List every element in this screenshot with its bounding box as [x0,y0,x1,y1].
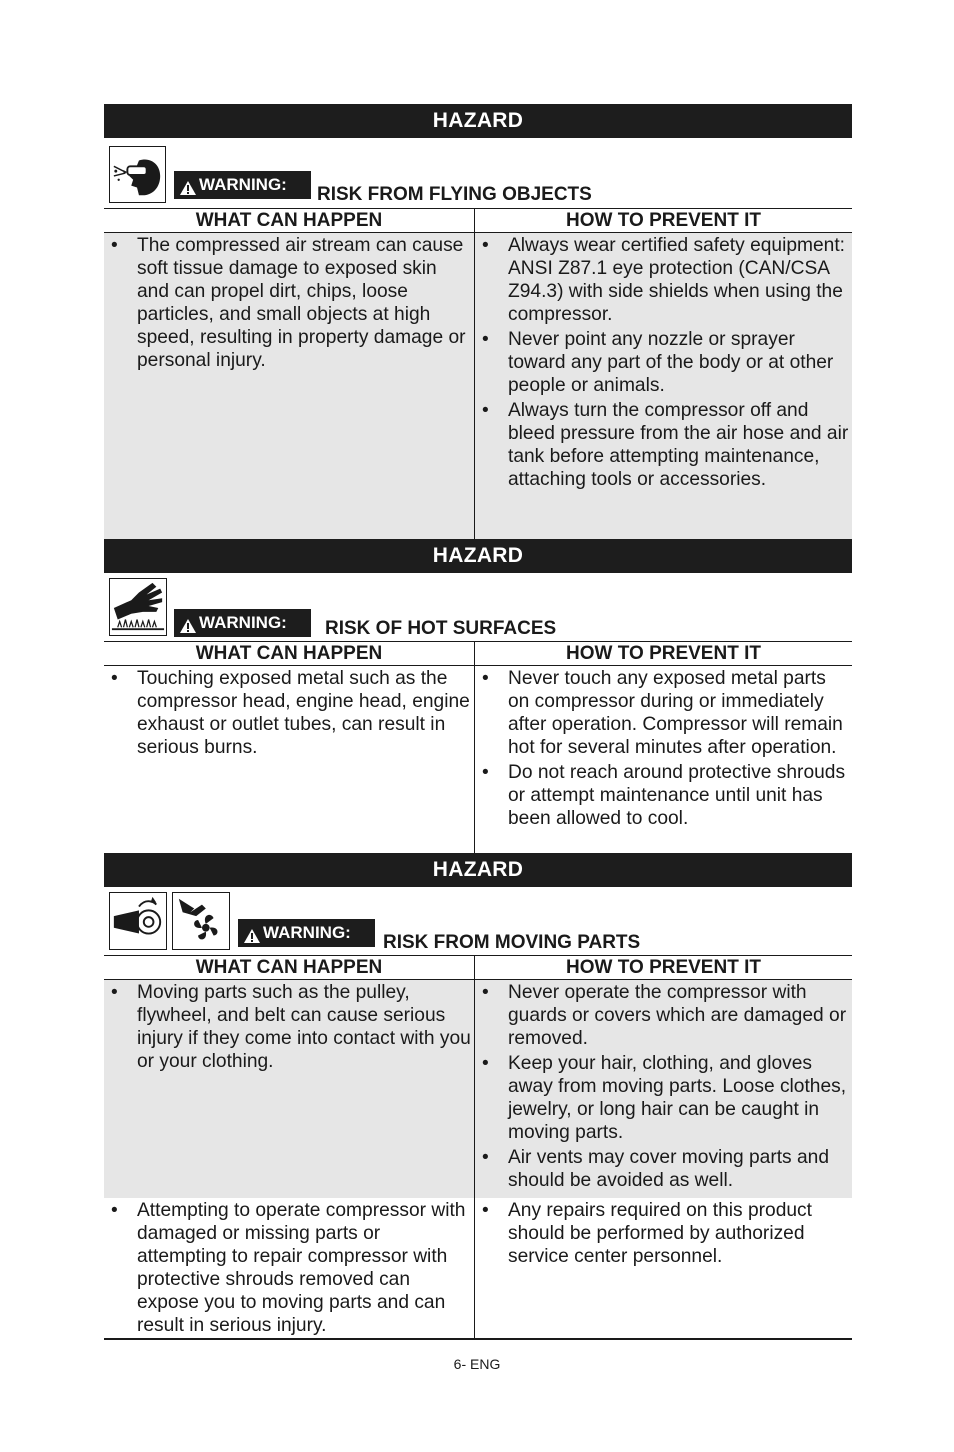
table-row [104,233,852,539]
how-to-prevent-cell [475,980,852,1198]
warning-label: WARNING: [263,923,351,942]
column-headers [104,955,852,980]
alert-triangle-icon [179,615,197,643]
col-what-can-happen: WHAT CAN HAPPEN [104,209,475,232]
hazard-header: HAZARD [104,104,852,138]
list-item: • Never touch any exposed metal parts on compressor during or immediately after operation. Compressor will remain hot for several minutes after operation. [482,668,843,758]
warning-row [104,138,852,208]
col-how-to-prevent: HOW TO PREVENT IT [566,210,761,231]
what-can-happen-cell [104,1198,475,1338]
risk-title: RISK FROM FLYING OBJECTS [317,184,592,205]
list-item: • Never operate the compressor with guards or covers which are damaged or removed. [482,982,847,1049]
list-item: • Always wear certified safety equipment: ANSI Z87.1 eye protection (CAN/CSA Z94.3) with side shields when using the compressor. [482,235,845,325]
warning-badge [238,919,375,947]
fan-hand-icon [172,892,230,950]
how-to-prevent-cell [475,233,852,539]
warning-badge [174,171,311,199]
what-can-happen-cell [104,666,475,853]
column-headers [104,208,852,233]
hazard-header: HAZARD [104,853,852,887]
hazard-table [104,104,852,1340]
how-to-prevent-cell [475,1198,852,1338]
table-row [104,1198,852,1338]
col-how-to-prevent: HOW TO PREVENT IT [566,643,761,664]
warning-row [104,573,852,641]
col-what-can-happen: WHAT CAN HAPPEN [104,642,475,665]
list-item: • Moving parts such as the pulley, flywheel, and belt can cause serious injury if they come into contact with you or your clothing. [111,982,471,1072]
alert-triangle-icon [179,177,197,205]
what-can-happen-cell [104,233,475,539]
eye-protection-icon [109,146,166,203]
hot-surface-icon [109,578,167,636]
alert-triangle-icon [243,925,261,953]
list-item: • Always turn the compressor off and bleed pressure from the air hose and air tank before attempting maintenance, attaching tools or accessories. [482,400,849,490]
col-what-can-happen: WHAT CAN HAPPEN [104,956,475,979]
risk-title: RISK FROM MOVING PARTS [383,932,641,953]
list-item: • Do not reach around protective shrouds or attempt maintenance until unit has been allowed to cool. [482,762,846,829]
list-item: • Any repairs required on this product should be performed by authorized service center personnel. [482,1200,812,1267]
hazard-header: HAZARD [104,539,852,573]
warning-badge [174,609,311,637]
list-item: • Attempting to operate compressor with damaged or missing parts or attempting to repair compressor with protective shrouds removed can expose you to moving parts and can result in serious injury. [111,1200,466,1336]
warning-label: WARNING: [199,613,287,632]
table-row [104,980,852,1198]
warning-row [104,887,852,955]
column-headers [104,641,852,666]
belt-entanglement-icon [109,892,167,950]
risk-title: RISK OF HOT SURFACES [325,618,557,639]
list-item: • Keep your hair, clothing, and gloves away from moving parts. Loose clothes, jewelry, or long hair can be caught in moving parts. [482,1053,847,1143]
warning-label: WARNING: [199,175,287,194]
page-number: 6- ENG [453,1356,501,1372]
col-how-to-prevent: HOW TO PREVENT IT [566,957,761,978]
what-can-happen-cell [104,980,475,1198]
table-bottom-rule [104,1338,852,1340]
list-item: • The compressed air stream can cause soft tissue damage to exposed skin and can propel dirt, chips, loose particles, and small objects at high speed, resulting in property damage or personal injury. [111,235,466,371]
how-to-prevent-cell [475,666,852,853]
list-item: • Never point any nozzle or sprayer toward any part of the body or at other people or animals. [482,329,834,396]
list-item: • Touching exposed metal such as the compressor head, engine head, engine exhaust or outlet tubes, can result in serious burns. [111,668,470,758]
list-item: • Air vents may cover moving parts and should be avoided as well. [482,1147,829,1191]
table-row [104,666,852,853]
